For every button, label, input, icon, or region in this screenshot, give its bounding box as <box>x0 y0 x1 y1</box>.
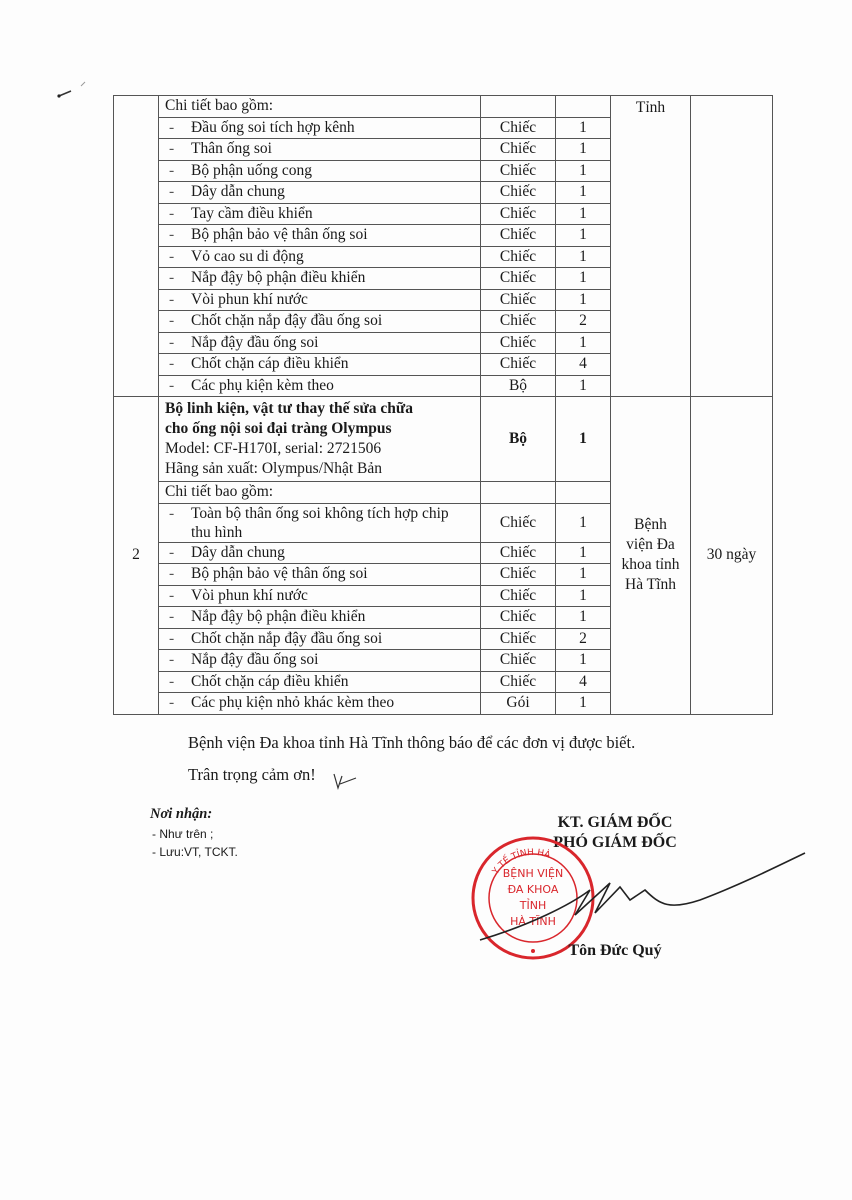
unit-cell: Chiếc <box>481 607 556 629</box>
item-maker: Hãng sản xuất: Olympus/Nhật Bản <box>165 460 382 477</box>
unit-cell: Chiếc <box>481 203 556 225</box>
detail-item <box>159 225 481 247</box>
unit-cell: Chiếc <box>481 650 556 672</box>
detail-item <box>159 246 481 268</box>
recipient-item: - Như trên ; <box>152 827 214 841</box>
detail-item <box>159 693 481 715</box>
unit-cell: Chiếc <box>481 628 556 650</box>
dash-marker: - <box>169 269 175 287</box>
dash-marker: - <box>169 651 175 669</box>
detail-item <box>159 585 481 607</box>
unit-cell: Bộ <box>481 397 556 482</box>
qty-cell: 1 <box>556 332 611 354</box>
unit-cell: Gói <box>481 693 556 715</box>
unit-cell <box>481 96 556 118</box>
unit-cell: Chiếc <box>481 332 556 354</box>
unit-cell: Chiếc <box>481 311 556 333</box>
detail-item <box>159 671 481 693</box>
detail-name: Đầu ống soi tích hợp kênh <box>191 118 355 136</box>
detail-name: Chốt chặn cáp điều khiển <box>191 355 349 373</box>
svg-text:BỆNH VIỆN: BỆNH VIỆN <box>502 867 564 880</box>
item-description <box>159 397 481 482</box>
detail-item <box>159 628 481 650</box>
qty-cell: 1 <box>556 117 611 139</box>
detail-name: Bộ phận bảo vệ thân ống soi <box>191 565 368 583</box>
detail-name: Vòi phun khí nước <box>191 290 308 308</box>
qty-cell: 1 <box>556 564 611 586</box>
detail-item <box>159 354 481 376</box>
qty-cell: 1 <box>556 203 611 225</box>
table-row <box>114 96 773 118</box>
qty-cell: 1 <box>556 503 611 542</box>
unit-cell: Chiếc <box>481 246 556 268</box>
detail-name: Nắp đậy đầu ống soi <box>191 651 319 669</box>
dash-marker: - <box>169 226 175 244</box>
detail-item <box>159 607 481 629</box>
detail-name: Tay cầm điều khiển <box>191 204 313 222</box>
dash-marker: - <box>169 672 175 690</box>
detail-item <box>159 375 481 397</box>
unit-cell: Chiếc <box>481 671 556 693</box>
unit-cell: Chiếc <box>481 354 556 376</box>
unit-cell: Chiếc <box>481 139 556 161</box>
detail-name: Nắp đậy bộ phận điều khiển <box>191 608 366 626</box>
place-cell: Tỉnh <box>611 96 691 397</box>
dash-marker: - <box>169 247 175 265</box>
svg-text:TỈNH: TỈNH <box>519 899 547 912</box>
detail-item <box>159 160 481 182</box>
detail-name: Các phụ kiện kèm theo <box>191 376 334 394</box>
qty-cell: 1 <box>556 693 611 715</box>
detail-item <box>159 503 481 542</box>
qty-cell: 1 <box>556 585 611 607</box>
dash-marker: - <box>169 608 175 626</box>
qty-cell: 4 <box>556 671 611 693</box>
item-model: Model: CF-H170I, serial: 2721506 <box>165 440 382 457</box>
closing-thanks: Trân trọng cảm ơn! <box>188 765 316 784</box>
dash-marker: - <box>169 565 175 583</box>
qty-cell: 1 <box>556 139 611 161</box>
unit-cell: Chiếc <box>481 289 556 311</box>
unit-cell: Chiếc <box>481 503 556 542</box>
initial-mark-icon <box>330 770 360 792</box>
detail-name: Các phụ kiện nhỏ khác kèm theo <box>191 694 395 712</box>
detail-name: Chốt chặn nắp đậy đầu ống soi <box>191 312 383 330</box>
dash-marker: - <box>169 204 175 222</box>
detail-item <box>159 203 481 225</box>
detail-item <box>159 139 481 161</box>
detail-item <box>159 182 481 204</box>
dash-marker: - <box>169 504 175 522</box>
qty-cell: 2 <box>556 311 611 333</box>
dash-marker: - <box>169 629 175 647</box>
dash-marker: - <box>169 376 175 394</box>
qty-cell: 1 <box>556 160 611 182</box>
svg-text:HÀ TĨNH: HÀ TĨNH <box>510 915 556 928</box>
time-cell: 30 ngày <box>691 397 773 715</box>
dash-marker: - <box>169 355 175 373</box>
detail-name: Chốt chặn cáp điều khiển <box>191 672 349 690</box>
qty-cell: 1 <box>556 225 611 247</box>
recipients-title: Nơi nhận: <box>150 806 213 822</box>
detail-name: Dây dẫn chung <box>191 543 285 561</box>
dash-marker: - <box>169 694 175 712</box>
dash-marker: - <box>169 118 175 136</box>
qty-cell <box>556 482 611 504</box>
closing-notice: Bệnh viện Đa khoa tỉnh Hà Tĩnh thông báo để các đơn vị được biết. <box>188 733 636 752</box>
recipient-item: - Lưu:VT, TCKT. <box>152 845 238 859</box>
detail-name: Chốt chặn nắp đậy đầu ống soi <box>191 629 383 647</box>
detail-name: Nắp đậy đầu ống soi <box>191 333 319 351</box>
signer-name: Tôn Đức Quý <box>568 942 662 959</box>
qty-cell: 1 <box>556 542 611 564</box>
qty-cell: 1 <box>556 397 611 482</box>
detail-name: Vỏ cao su di động <box>191 247 304 265</box>
items-table <box>113 95 773 715</box>
detail-name: Bộ phận bảo vệ thân ống soi <box>191 226 368 244</box>
detail-name: Nắp đậy bộ phận điều khiển <box>191 269 366 287</box>
unit-cell: Chiếc <box>481 117 556 139</box>
qty-cell: 4 <box>556 354 611 376</box>
signature-title-1: KT. GIÁM ĐỐC <box>557 814 673 831</box>
qty-cell <box>556 96 611 118</box>
unit-cell: Chiếc <box>481 585 556 607</box>
dash-marker: - <box>169 140 175 158</box>
signature-icon <box>470 845 810 955</box>
item-title-line2: cho ống nội soi đại tràng Olympus <box>165 420 392 437</box>
qty-cell: 2 <box>556 628 611 650</box>
detail-item <box>159 650 481 672</box>
dash-marker: - <box>169 161 175 179</box>
detail-name: Thân ống soi <box>191 140 272 158</box>
unit-cell: Chiếc <box>481 564 556 586</box>
dash-marker: - <box>169 543 175 561</box>
unit-cell: Chiếc <box>481 160 556 182</box>
svg-text:Y TẾ TỈNH HÀ: Y TẾ TỈNH HÀ <box>490 847 552 877</box>
dash-marker: - <box>169 586 175 604</box>
stt-cell <box>114 96 159 397</box>
place-cell: Bệnh viện Đa khoa tỉnh Hà Tĩnh <box>611 397 691 715</box>
scan-artifact <box>55 78 95 100</box>
qty-cell: 1 <box>556 268 611 290</box>
details-label: Chi tiết bao gồm: <box>159 96 481 118</box>
time-cell <box>691 96 773 397</box>
detail-name: Toàn bộ thân ống soi không tích hợp chip thu hình <box>191 504 449 541</box>
detail-item <box>159 268 481 290</box>
detail-item <box>159 332 481 354</box>
qty-cell: 1 <box>556 289 611 311</box>
detail-item <box>159 117 481 139</box>
dash-marker: - <box>169 312 175 330</box>
qty-cell: 1 <box>556 607 611 629</box>
unit-cell: Chiếc <box>481 182 556 204</box>
stt-cell: 2 <box>114 397 159 715</box>
detail-name: Bộ phận uống cong <box>191 161 312 179</box>
qty-cell: 1 <box>556 375 611 397</box>
detail-item <box>159 289 481 311</box>
details-label: Chi tiết bao gồm: <box>159 482 481 504</box>
detail-item <box>159 542 481 564</box>
detail-item <box>159 311 481 333</box>
signature-title-2: PHÓ GIÁM ĐỐC <box>553 834 677 851</box>
unit-cell: Chiếc <box>481 268 556 290</box>
detail-name: Dây dẫn chung <box>191 183 285 201</box>
unit-cell: Bộ <box>481 375 556 397</box>
unit-cell: Chiếc <box>481 225 556 247</box>
qty-cell: 1 <box>556 650 611 672</box>
unit-cell <box>481 482 556 504</box>
item-title-line1: Bộ linh kiện, vật tư thay thế sửa chữa <box>165 400 413 417</box>
qty-cell: 1 <box>556 246 611 268</box>
qty-cell: 1 <box>556 182 611 204</box>
dash-marker: - <box>169 183 175 201</box>
svg-text:ĐA KHOA: ĐA KHOA <box>507 883 559 896</box>
detail-item <box>159 564 481 586</box>
dash-marker: - <box>169 333 175 351</box>
detail-name: Vòi phun khí nước <box>191 586 308 604</box>
dash-marker: - <box>169 290 175 308</box>
table-row-item-2 <box>114 397 773 482</box>
unit-cell: Chiếc <box>481 542 556 564</box>
